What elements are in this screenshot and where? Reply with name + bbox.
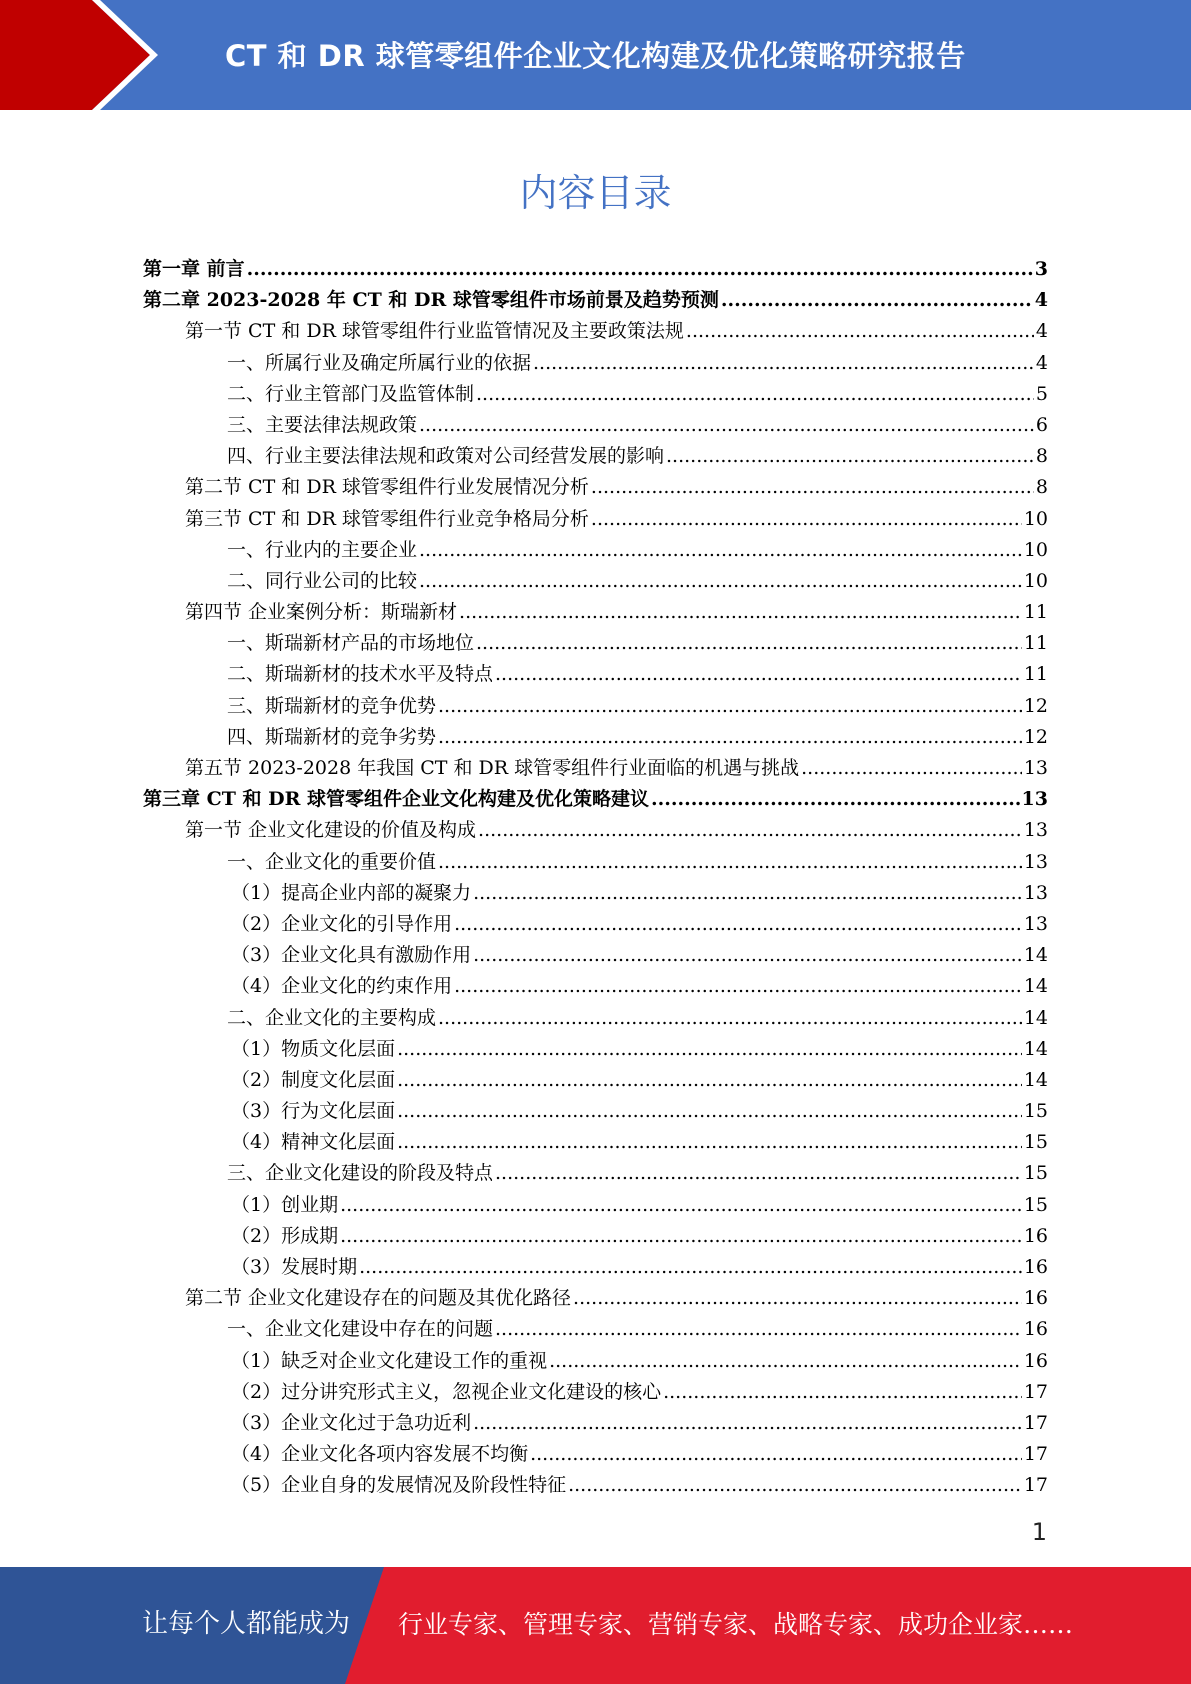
toc-dot-leader xyxy=(549,1346,1022,1377)
toc-entry-title: 四、斯瑞新材的竞争劣势 xyxy=(227,725,437,748)
toc-dot-leader xyxy=(591,504,1022,535)
toc-entry-page: 8 xyxy=(1035,445,1048,468)
toc-entry[interactable] xyxy=(143,722,1048,753)
toc-entry[interactable] xyxy=(143,535,1048,566)
toc-dot-leader xyxy=(438,722,1022,753)
toc-entry-page: 13 xyxy=(1023,881,1048,904)
header-banner xyxy=(0,0,1191,110)
toc-entry-page: 15 xyxy=(1023,1193,1048,1216)
toc-entry-page: 8 xyxy=(1035,476,1048,499)
toc-dot-leader xyxy=(438,1003,1022,1034)
toc-entry-title: （4）企业文化各项内容发展不均衡 xyxy=(231,1443,529,1466)
toc-entry[interactable] xyxy=(143,1408,1048,1439)
page-number: 1 xyxy=(1031,1518,1047,1546)
toc-entry-page: 5 xyxy=(1035,382,1048,405)
toc-entry-title: 二、企业文化的主要构成 xyxy=(227,1006,437,1029)
toc-entry-page: 17 xyxy=(1023,1474,1048,1497)
toc-entry-page: 13 xyxy=(1021,788,1048,811)
toc-dot-leader xyxy=(359,1252,1022,1283)
toc-entry-title: （2）制度文化层面 xyxy=(231,1068,396,1091)
toc-dot-leader xyxy=(473,940,1022,971)
toc-entry-page: 13 xyxy=(1023,757,1048,779)
toc-dot-leader xyxy=(530,1439,1022,1470)
toc-heading: 内容目录 xyxy=(519,171,672,215)
toc-entry[interactable] xyxy=(143,691,1048,722)
toc-entry-title: 三、企业文化建设的阶段及特点 xyxy=(227,1162,494,1185)
toc-entry-page: 15 xyxy=(1023,1162,1048,1185)
toc-entry-title: 第三章 CT 和 DR 球管零组件企业文化构建及优化策略建议 xyxy=(143,788,649,811)
toc-dot-leader xyxy=(476,379,1034,410)
toc-dot-leader xyxy=(686,316,1034,347)
toc-entry-title: 第二节 CT 和 DR 球管零组件行业发展情况分析 xyxy=(185,476,589,499)
toc-dot-leader xyxy=(397,1065,1022,1096)
toc-dot-leader xyxy=(473,1408,1022,1439)
toc-entry-page: 10 xyxy=(1023,538,1048,561)
toc-entry-title: （5）企业自身的发展情况及阶段性特征 xyxy=(231,1474,567,1497)
toc-entry-page: 16 xyxy=(1023,1318,1048,1341)
toc-entry-title: （1）缺乏对企业文化建设工作的重视 xyxy=(231,1349,548,1372)
toc-entry-title: （3）行为文化层面 xyxy=(231,1100,396,1123)
toc-dot-leader xyxy=(721,285,1033,316)
toc-entry-page: 11 xyxy=(1023,601,1048,624)
toc-entry[interactable] xyxy=(143,285,1048,316)
toc-entry[interactable] xyxy=(143,1314,1048,1345)
toc-entry-page: 17 xyxy=(1023,1380,1048,1403)
table-of-contents xyxy=(143,254,1048,1502)
toc-entry[interactable] xyxy=(143,1065,1048,1096)
toc-entry-title: （2）形成期 xyxy=(231,1224,339,1247)
toc-entry[interactable] xyxy=(143,1003,1048,1034)
toc-dot-leader xyxy=(801,753,1022,784)
toc-dot-leader xyxy=(340,1190,1022,1221)
toc-entry-page: 12 xyxy=(1023,725,1048,748)
toc-dot-leader xyxy=(663,1377,1022,1408)
toc-entry-title: 第一节 企业文化建设的价值及构成 xyxy=(185,819,477,842)
toc-entry[interactable] xyxy=(143,815,1048,846)
toc-dot-leader xyxy=(419,535,1022,566)
toc-entry[interactable] xyxy=(143,410,1048,441)
toc-entry[interactable] xyxy=(143,566,1048,597)
toc-entry[interactable] xyxy=(143,1439,1048,1470)
toc-entry-title: （1）物质文化层面 xyxy=(231,1037,396,1060)
toc-dot-leader xyxy=(591,472,1034,503)
toc-entry-page: 3 xyxy=(1034,258,1048,280)
toc-entry-title: （4）精神文化层面 xyxy=(231,1131,396,1154)
footer-banner xyxy=(0,1567,1191,1684)
toc-entry-page: 4 xyxy=(1035,351,1048,374)
toc-entry-title: （3）发展时期 xyxy=(231,1256,358,1278)
toc-entry-title: 二、同行业公司的比较 xyxy=(227,569,418,592)
toc-entry-page: 4 xyxy=(1035,320,1048,343)
toc-entry[interactable] xyxy=(143,909,1048,940)
toc-entry-page: 10 xyxy=(1023,569,1048,592)
toc-entry-page: 16 xyxy=(1023,1224,1048,1247)
toc-entry-page: 13 xyxy=(1023,819,1048,842)
toc-entry-page: 15 xyxy=(1023,1131,1048,1154)
toc-entry[interactable] xyxy=(143,753,1048,784)
toc-entry-page: 14 xyxy=(1023,1037,1048,1060)
toc-entry[interactable] xyxy=(143,784,1048,815)
toc-entry-page: 6 xyxy=(1035,413,1048,436)
toc-entry-title: （2）企业文化的引导作用 xyxy=(231,912,453,935)
toc-entry[interactable] xyxy=(143,472,1048,503)
toc-entry-page: 16 xyxy=(1023,1349,1048,1372)
toc-entry-title: 二、行业主管部门及监管体制 xyxy=(227,382,475,405)
toc-entry[interactable] xyxy=(143,348,1048,379)
toc-entry-page: 13 xyxy=(1023,850,1048,873)
toc-dot-leader xyxy=(454,971,1022,1002)
toc-entry[interactable] xyxy=(143,1346,1048,1377)
toc-dot-leader xyxy=(438,847,1022,878)
toc-entry-title: 四、行业主要法律法规和政策对公司经营发展的影响 xyxy=(227,445,665,468)
toc-entry-title: （3）企业文化具有激励作用 xyxy=(231,944,472,967)
toc-entry[interactable] xyxy=(143,971,1048,1002)
toc-entry-title: 一、企业文化的重要价值 xyxy=(227,850,437,873)
toc-entry-page: 11 xyxy=(1023,663,1048,686)
toc-entry-title: （1）提高企业内部的凝聚力 xyxy=(231,881,472,904)
toc-entry[interactable] xyxy=(143,1377,1048,1408)
toc-entry-page: 12 xyxy=(1023,694,1048,717)
toc-entry-page: 4 xyxy=(1034,289,1048,312)
toc-entry[interactable] xyxy=(143,254,1048,285)
toc-entry[interactable] xyxy=(143,504,1048,535)
toc-entry-page: 14 xyxy=(1023,1068,1048,1091)
toc-entry-title: 第三节 CT 和 DR 球管零组件行业竞争格局分析 xyxy=(185,507,589,530)
toc-dot-leader xyxy=(476,628,1022,659)
toc-entry-title: 第一章 前言 xyxy=(143,258,245,280)
toc-entry[interactable] xyxy=(143,1470,1048,1501)
toc-entry[interactable] xyxy=(143,940,1048,971)
toc-dot-leader xyxy=(495,1158,1022,1189)
toc-entry-title: （3）企业文化过于急功近利 xyxy=(231,1411,472,1434)
toc-entry-title: 第二节 企业文化建设存在的问题及其优化路径 xyxy=(185,1287,572,1310)
toc-entry[interactable] xyxy=(143,1034,1048,1065)
toc-entry-page: 10 xyxy=(1023,507,1048,530)
report-title: CT 和 DR 球管零组件企业文化构建及优化策略研究报告 xyxy=(225,39,966,73)
toc-dot-leader xyxy=(247,254,1033,285)
toc-entry-title: 一、斯瑞新材产品的市场地位 xyxy=(227,632,475,655)
toc-entry-page: 13 xyxy=(1023,912,1048,935)
toc-dot-leader xyxy=(473,878,1022,909)
toc-dot-leader xyxy=(651,784,1020,815)
toc-entry-title: 三、斯瑞新材的竞争优势 xyxy=(227,694,437,717)
toc-entry-page: 14 xyxy=(1023,975,1048,998)
toc-entry-title: 一、所属行业及确定所属行业的依据 xyxy=(227,351,532,374)
toc-entry-title: 一、企业文化建设中存在的问题 xyxy=(227,1318,494,1341)
toc-dot-leader xyxy=(573,1283,1022,1314)
toc-entry-page: 16 xyxy=(1023,1256,1048,1278)
toc-dot-leader xyxy=(568,1470,1022,1501)
toc-entry-title: 第二章 2023-2028 年 CT 和 DR 球管零组件市场前景及趋势预测 xyxy=(143,289,719,312)
toc-dot-leader xyxy=(340,1221,1022,1252)
toc-dot-leader xyxy=(397,1127,1022,1158)
toc-dot-leader xyxy=(454,909,1022,940)
toc-entry-page: 11 xyxy=(1023,632,1048,655)
toc-entry[interactable] xyxy=(143,1221,1048,1252)
toc-dot-leader xyxy=(478,815,1022,846)
toc-dot-leader xyxy=(495,1314,1022,1345)
toc-entry[interactable] xyxy=(143,1158,1048,1189)
toc-entry[interactable] xyxy=(143,847,1048,878)
toc-entry[interactable] xyxy=(143,1096,1048,1127)
toc-entry[interactable] xyxy=(143,379,1048,410)
toc-entry-title: 一、行业内的主要企业 xyxy=(227,538,418,561)
toc-entry[interactable] xyxy=(143,659,1048,690)
toc-dot-leader xyxy=(419,566,1022,597)
footer-slogan-left: 让每个人都能成为 xyxy=(142,1609,351,1639)
toc-entry[interactable] xyxy=(143,628,1048,659)
toc-dot-leader xyxy=(495,659,1022,690)
toc-dot-leader xyxy=(533,348,1034,379)
toc-entry-page: 15 xyxy=(1023,1100,1048,1123)
toc-entry[interactable] xyxy=(143,1127,1048,1158)
toc-entry-page: 16 xyxy=(1023,1287,1048,1310)
toc-entry-title: 三、主要法律法规政策 xyxy=(227,413,418,436)
toc-entry[interactable] xyxy=(143,441,1048,472)
toc-dot-leader xyxy=(438,691,1022,722)
toc-entry-title: 第五节 2023-2028 年我国 CT 和 DR 球管零组件行业面临的机遇与挑战 xyxy=(185,757,800,779)
toc-dot-leader xyxy=(397,1096,1022,1127)
toc-entry[interactable] xyxy=(143,878,1048,909)
toc-dot-leader xyxy=(397,1034,1022,1065)
toc-entry[interactable] xyxy=(143,316,1048,347)
toc-entry[interactable] xyxy=(143,1190,1048,1221)
red-chevron-icon xyxy=(0,0,160,110)
toc-entry-page: 17 xyxy=(1023,1443,1048,1466)
footer-slogan-right: 行业专家、管理专家、营销专家、战略专家、成功企业家…… xyxy=(398,1610,1074,1639)
toc-entry-title: 第一节 CT 和 DR 球管零组件行业监管情况及主要政策法规 xyxy=(185,320,684,343)
toc-entry[interactable] xyxy=(143,597,1048,628)
toc-dot-leader xyxy=(419,410,1034,441)
toc-entry[interactable] xyxy=(143,1252,1048,1283)
toc-dot-leader xyxy=(666,441,1034,472)
toc-entry-page: 17 xyxy=(1023,1411,1048,1434)
toc-dot-leader xyxy=(459,597,1022,628)
toc-entry-title: 第四节 企业案例分析：斯瑞新材 xyxy=(185,601,458,624)
toc-entry-page: 14 xyxy=(1023,944,1048,967)
toc-entry-title: （2）过分讲究形式主义，忽视企业文化建设的核心 xyxy=(231,1380,662,1403)
toc-entry-title: （1）创业期 xyxy=(231,1193,339,1216)
toc-entry[interactable] xyxy=(143,1283,1048,1314)
toc-entry-title: 二、斯瑞新材的技术水平及特点 xyxy=(227,663,494,686)
toc-entry-title: （4）企业文化的约束作用 xyxy=(231,975,453,998)
toc-entry-page: 14 xyxy=(1023,1006,1048,1029)
